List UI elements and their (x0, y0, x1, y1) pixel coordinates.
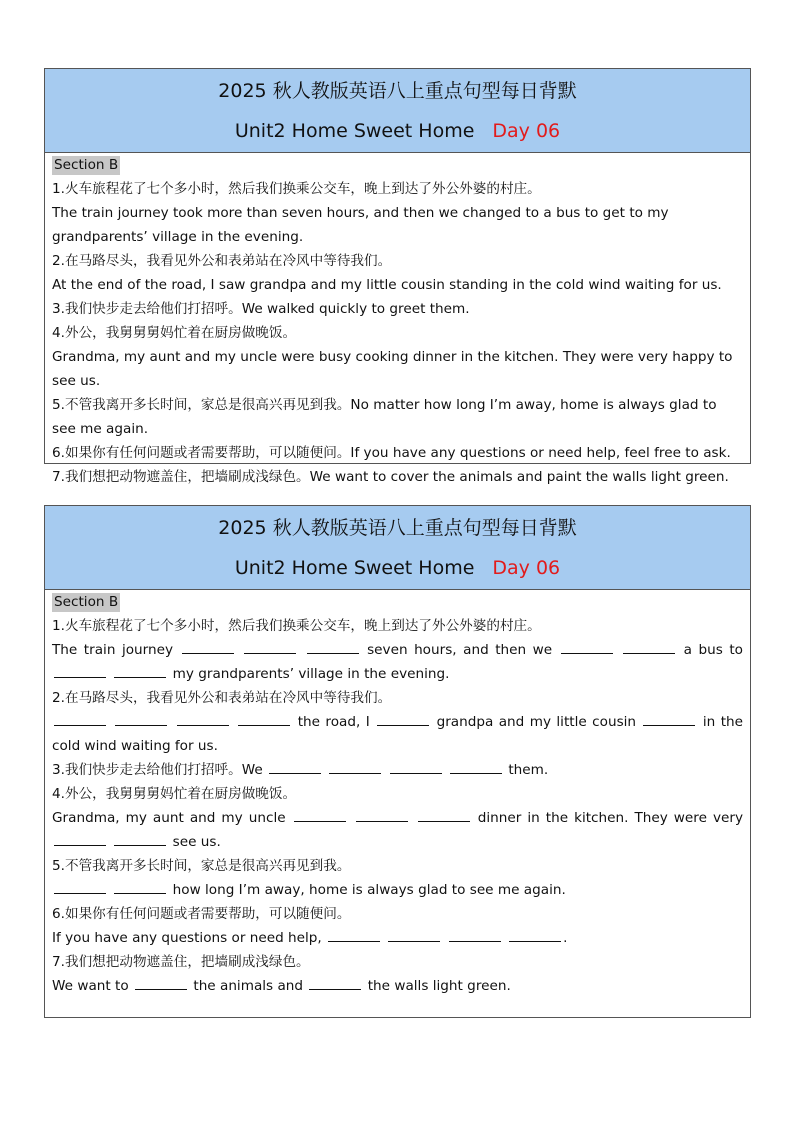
exercise-7-english: We want to the animals and the walls light green. (52, 974, 743, 998)
card-header (45, 506, 750, 590)
sentence-2-chinese: 2.在马路尽头，我看见外公和表弟站在冷风中等待我们。 (52, 253, 392, 269)
sentence-1-english: The train journey took more than seven hours, and then we changed to a bus to get to my grandparents’ village in the evening. (52, 205, 669, 245)
day-label: Day 06 (492, 557, 561, 579)
exercise-4-chinese: 4.外公，我舅舅舅妈忙着在厨房做晚饭。 (52, 786, 297, 802)
page-title: 2025 秋人教版英语八上重点句型每日背默 (218, 80, 577, 102)
exercise-6-english: If you have any questions or need help, . (52, 926, 743, 950)
answer-blank[interactable] (54, 831, 106, 846)
unit-name: Unit2 Home Sweet Home (234, 120, 475, 142)
exercise-6-chinese: 6.如果你有任何问题或者需要帮助，可以随便问。 (52, 906, 351, 922)
sentence-2-english: At the end of the road, I saw grandpa and my little cousin standing in the cold wind waiting for us. (52, 277, 722, 293)
exercise-1-english: The train journey seven hours, and then we a bus to my grandparents’ village in the evening. (52, 638, 743, 686)
answer-blank[interactable] (329, 759, 381, 774)
answer-blank[interactable] (238, 711, 290, 726)
answer-blank[interactable] (182, 639, 234, 654)
exercise-2-chinese: 2.在马路尽头，我看见外公和表弟站在冷风中等待我们。 (52, 690, 392, 706)
answer-blank[interactable] (135, 975, 187, 990)
unit-subtitle (45, 102, 750, 142)
answer-blank[interactable] (328, 927, 380, 942)
answer-blank[interactable] (114, 663, 166, 678)
sentence-7: 7.我们想把动物遮盖住，把墙刷成浅绿色。We want to cover the animals and paint the walls light green. (52, 469, 729, 485)
section-label: Section B (54, 594, 119, 610)
page-title: 2025 秋人教版英语八上重点句型每日背默 (218, 517, 577, 539)
sentence-5: 5.不管我离开多长时间，家总是很高兴再见到我。No matter how long I’m away, home is always glad to see me again. (52, 397, 717, 437)
answer-blank[interactable] (54, 711, 106, 726)
answer-blank[interactable] (450, 759, 502, 774)
answer-blank[interactable] (307, 639, 359, 654)
answer-body (45, 153, 750, 489)
answer-blank[interactable] (509, 927, 561, 942)
exercise-5-english: how long I’m away, home is always glad to see me again. (52, 878, 743, 902)
sentence-1-chinese: 1.火车旅程花了七个多小时，然后我们换乘公交车，晚上到达了外公外婆的村庄。 (52, 181, 541, 197)
answer-blank[interactable] (54, 663, 106, 678)
answer-blank[interactable] (643, 711, 695, 726)
exercise-card (44, 505, 751, 1018)
exercise-body (45, 590, 750, 998)
answer-blank[interactable] (177, 711, 229, 726)
answer-blank[interactable] (390, 759, 442, 774)
answer-card (44, 68, 751, 485)
sentence-4-chinese: 4.外公，我舅舅舅妈忙着在厨房做晚饭。 (52, 325, 297, 341)
answer-blank[interactable] (309, 975, 361, 990)
sentence-4-english: Grandma, my aunt and my uncle were busy cooking dinner in the kitchen. They were very happy to see us. (52, 349, 733, 389)
sentence-6: 6.如果你有任何问题或者需要帮助，可以随便问。If you have any questions or need help, feel free to ask. (52, 445, 731, 461)
answer-blank[interactable] (561, 639, 613, 654)
exercise-5-chinese: 5.不管我离开多长时间，家总是很高兴再见到我。 (52, 858, 351, 874)
answer-blank[interactable] (115, 711, 167, 726)
answer-blank[interactable] (269, 759, 321, 774)
exercise-2-english: the road, I grandpa and my little cousin in the cold wind waiting for us. (52, 710, 743, 758)
answer-blank[interactable] (54, 879, 106, 894)
answer-blank[interactable] (623, 639, 675, 654)
exercise-4-english: Grandma, my aunt and my uncle dinner in the kitchen. They were very see us. (52, 806, 743, 854)
answer-blank[interactable] (388, 927, 440, 942)
day-label: Day 06 (492, 120, 561, 142)
answer-blank[interactable] (244, 639, 296, 654)
section-label: Section B (54, 157, 119, 173)
answer-blank[interactable] (356, 807, 408, 822)
unit-subtitle (45, 539, 750, 579)
exercise-3: 3.我们快步走去给他们打招呼。We them. (52, 758, 743, 782)
exercise-7-chinese: 7.我们想把动物遮盖住，把墙刷成浅绿色。 (52, 954, 310, 970)
answer-blank[interactable] (377, 711, 429, 726)
answer-blank[interactable] (294, 807, 346, 822)
answer-blank[interactable] (449, 927, 501, 942)
sentence-3: 3.我们快步走去给他们打招呼。We walked quickly to greet them. (52, 301, 470, 317)
answer-blank[interactable] (114, 831, 166, 846)
card-header (45, 69, 750, 153)
unit-name: Unit2 Home Sweet Home (234, 557, 475, 579)
answer-blank[interactable] (418, 807, 470, 822)
answer-blank[interactable] (114, 879, 166, 894)
exercise-1-chinese: 1.火车旅程花了七个多小时，然后我们换乘公交车，晚上到达了外公外婆的村庄。 (52, 618, 541, 634)
